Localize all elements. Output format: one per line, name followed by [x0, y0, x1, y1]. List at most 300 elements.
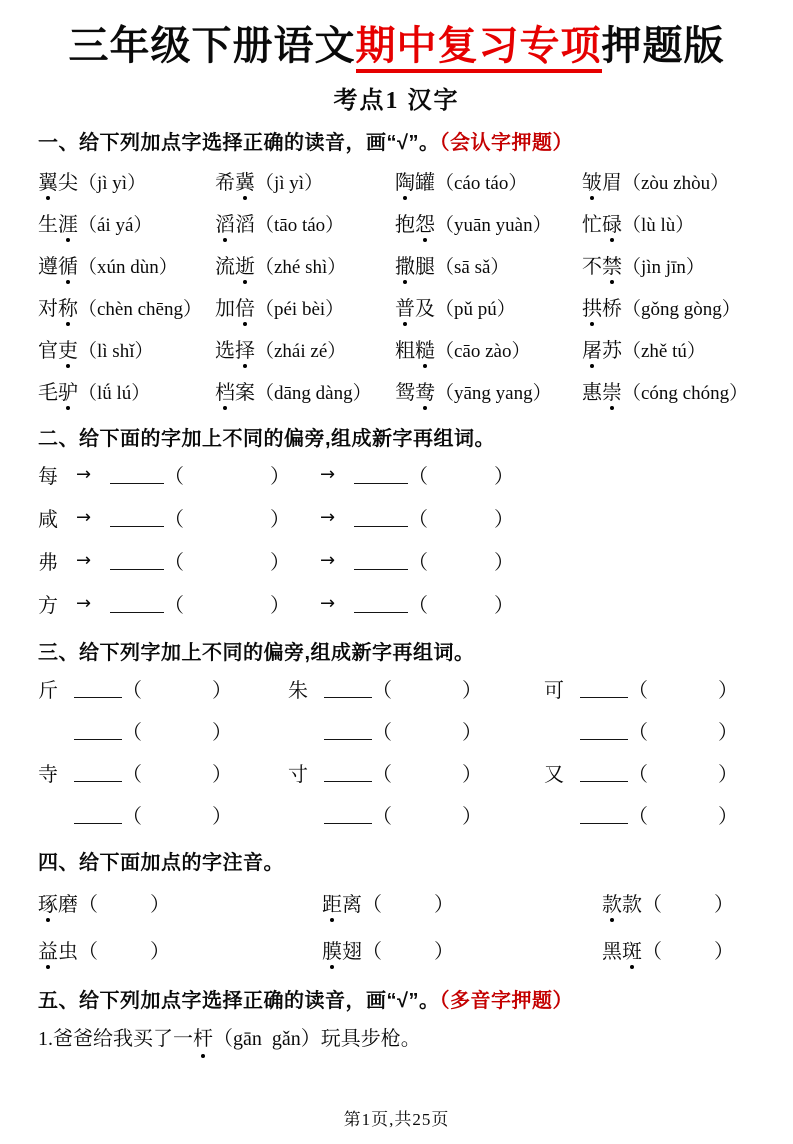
section3-heading [38, 641, 755, 665]
pinyin-options: （dāng dàng） [255, 382, 372, 404]
word-item [38, 208, 215, 237]
word-item [582, 292, 755, 321]
pinyin-options: （xún dùn） [78, 256, 178, 278]
paren-close: ） [270, 466, 290, 488]
paren-open: （ [628, 805, 648, 828]
paren-open: （ [408, 466, 428, 488]
dotted-word [38, 298, 78, 320]
hanzi-char: 尖 [58, 171, 78, 194]
paren-open: （ [164, 552, 184, 574]
dotted-word [38, 172, 78, 194]
hanzi-char: 撒 [395, 250, 415, 279]
paren-close: ） [462, 805, 482, 828]
hanzi-char: 希 [215, 171, 235, 194]
answer-space [184, 474, 270, 475]
answer-blank [580, 763, 628, 782]
hanzi-char: 涯 [58, 208, 78, 237]
hanzi-char: 滔 [215, 208, 235, 237]
dotted-word [322, 935, 362, 964]
answer-blank [324, 805, 372, 824]
answer-space [428, 603, 494, 604]
hanzi-char: 苏 [602, 339, 622, 362]
section2-heading-text: 二、给下面的字加上不同的偏旁,组成新字再组词。 [38, 428, 496, 450]
paren-open: （ [628, 763, 648, 786]
dotted-word [38, 340, 78, 362]
section4-heading-text: 四、给下面加点的字注音。 [38, 852, 284, 874]
paren-open: （ [164, 509, 184, 531]
hanzi-char: 膜 [322, 935, 342, 964]
arrow-icon: → [320, 550, 336, 571]
answer-space [382, 949, 434, 950]
hanzi-char: 官 [38, 339, 58, 362]
word-item [582, 208, 755, 237]
paren-close: ） [150, 941, 170, 963]
word-item [395, 334, 582, 363]
word-item [38, 334, 215, 363]
radical-row [38, 496, 755, 539]
hanzi-char: 及 [415, 297, 435, 320]
base-char: 斤 [38, 679, 58, 702]
pinyin-options: （cáo táo） [435, 172, 528, 194]
answer-space [648, 772, 718, 773]
answer-space [392, 814, 462, 815]
dotted-word [582, 340, 622, 362]
page-title [38, 22, 755, 70]
dotted-word [395, 172, 435, 194]
annotate-cell [38, 888, 322, 917]
answer-space [142, 730, 212, 731]
paren-close: ） [494, 595, 514, 617]
hanzi-char: 对 [38, 297, 58, 320]
hanzi-char: 黑 [602, 941, 622, 963]
answer-space [662, 949, 714, 950]
answer-space [142, 772, 212, 773]
hanzi-char: 称 [58, 292, 78, 321]
hanzi-char: 普 [395, 292, 415, 321]
dotted-word [395, 256, 435, 278]
pinyin-options: （yuān yuàn） [435, 214, 552, 236]
answer-blank [74, 679, 122, 698]
word-item [215, 334, 395, 363]
answer-blank [110, 551, 164, 570]
radical-cell [544, 674, 755, 703]
dotted-word [582, 214, 622, 236]
dotted-word [38, 256, 78, 278]
dotted-word [602, 935, 642, 964]
section5-heading-note: （多音字押题） [439, 990, 573, 1012]
section1-heading-note: （会认字押题） [439, 132, 573, 154]
answer-blank [354, 508, 408, 527]
hanzi-char: 抱 [395, 213, 415, 236]
hanzi-char: 虫 [58, 941, 78, 963]
dotted-word [582, 172, 622, 194]
word-item [395, 376, 582, 405]
dotted-word [602, 888, 642, 917]
answer-blank [324, 763, 372, 782]
radical-row [38, 539, 755, 582]
paren-open: （ [122, 721, 142, 744]
hanzi-char: 罐 [415, 171, 435, 194]
dotted-word [38, 935, 78, 964]
annotate-grid-row [38, 926, 755, 973]
word-item [582, 250, 755, 279]
hanzi-char: 鸳 [395, 381, 415, 404]
dotted-word [215, 382, 255, 404]
radical-row [38, 582, 755, 625]
pinyin-options: （pǔ pú） [435, 298, 516, 320]
hanzi-char: 循 [58, 250, 78, 279]
base-char: 朱 [288, 679, 308, 702]
answer-space [142, 814, 212, 815]
radical-cell [288, 716, 544, 745]
pinyin-options: （yāng yang） [435, 382, 552, 404]
hanzi-char: 款 [622, 894, 642, 916]
exam-point-subtitle: 考点1 汉字 [333, 88, 460, 114]
paren-open: （ [372, 805, 392, 828]
hanzi-char: 鸯 [415, 376, 435, 405]
dotted-char: 杆 [193, 1025, 213, 1053]
pinyin-options: （gǒng gòng） [622, 298, 741, 320]
hanzi-char: 不 [582, 255, 602, 278]
paren-open: （ [642, 894, 662, 916]
answer-space [428, 474, 494, 475]
answer-space [428, 517, 494, 518]
section1-heading [38, 131, 755, 155]
hanzi-char: 翼 [38, 166, 58, 195]
answer-blank [110, 465, 164, 484]
radical-addition-grid [38, 667, 755, 835]
paren-open: （ [362, 894, 382, 916]
pinyin-options: （lù lù） [622, 214, 695, 236]
answer-space [184, 560, 270, 561]
word-item [215, 376, 395, 405]
answer-space [392, 730, 462, 731]
arrow-icon: → [76, 507, 92, 528]
paren-close: ） [494, 552, 514, 574]
annotate-cell [602, 935, 755, 964]
paren-open: （ [408, 595, 428, 617]
dotted-word [215, 172, 255, 194]
answer-blank [354, 594, 408, 613]
hanzi-char: 款 [602, 888, 622, 917]
paren-open: （ [78, 894, 98, 916]
hanzi-char: 案 [235, 381, 255, 404]
pinyin-options: （sā sǎ） [435, 256, 510, 278]
paren-close: ） [270, 595, 290, 617]
radical-cell [38, 716, 288, 745]
pinyin-options: （tāo táo） [255, 214, 345, 236]
title-post: 押题版 [601, 24, 725, 68]
paren-close: ） [150, 894, 170, 916]
dotted-word [38, 888, 78, 917]
question-1-pre: 1.爸爸给我买了一 [38, 1028, 193, 1050]
paren-open: （ [122, 763, 142, 786]
dotted-word [215, 256, 255, 278]
word-item [215, 166, 395, 195]
word-item [38, 250, 215, 279]
title-highlight: 期中复习专项 [356, 24, 602, 73]
pinyin-options: （zòu zhòu） [622, 172, 730, 194]
paren-close: ） [462, 679, 482, 702]
radical-cell [38, 800, 288, 829]
answer-space [184, 603, 270, 604]
dotted-word [395, 298, 435, 320]
dotted-word [215, 214, 255, 236]
arrow-icon: → [320, 593, 336, 614]
paren-close: ） [718, 679, 738, 702]
paren-open: （ [408, 552, 428, 574]
answer-blank [324, 679, 372, 698]
paren-close: ） [434, 941, 454, 963]
paren-open: （ [408, 509, 428, 531]
pinyin-options: （lì shǐ） [78, 340, 154, 362]
paren-close: ） [212, 805, 232, 828]
hanzi-char: 拱 [582, 292, 602, 321]
answer-blank [74, 721, 122, 740]
radical-cell [38, 674, 288, 703]
arrow-icon: → [76, 464, 92, 485]
hanzi-char: 滔 [235, 213, 255, 236]
paren-close: ） [718, 805, 738, 828]
paren-close: ） [212, 679, 232, 702]
pinyin-options: （jìn jīn） [622, 256, 705, 278]
paren-open: （ [628, 679, 648, 702]
hanzi-char: 档 [215, 376, 235, 405]
answer-blank [580, 721, 628, 740]
radical-cell [288, 674, 544, 703]
answer-blank [74, 805, 122, 824]
annotate-cell [602, 888, 755, 917]
base-char: 寸 [288, 763, 308, 786]
pinyin-options: （zhě tú） [622, 340, 706, 362]
hanzi-char: 陶 [395, 166, 415, 195]
paren-open: （ [122, 679, 142, 702]
pinyin-options: （zhái zé） [255, 340, 347, 362]
answer-blank [324, 721, 372, 740]
hanzi-char: 崇 [602, 376, 622, 405]
hanzi-char: 粗 [395, 339, 415, 362]
radical-addition-rows [38, 453, 755, 625]
paren-close: ） [212, 721, 232, 744]
paren-close: ） [212, 763, 232, 786]
word-item [395, 208, 582, 237]
hanzi-char: 碌 [602, 208, 622, 237]
dotted-word [582, 298, 622, 320]
hanzi-char: 毛 [38, 381, 58, 404]
paren-open: （ [642, 941, 662, 963]
radical-row [38, 453, 755, 496]
dotted-word [38, 382, 78, 404]
paren-open: （ [164, 595, 184, 617]
section3-heading-text: 三、给下列字加上不同的偏旁,组成新字再组词。 [38, 642, 475, 664]
pinyin-options: （ái yá） [78, 214, 153, 236]
pinyin-options: （cóng chóng） [622, 382, 749, 404]
dotted-word [582, 382, 622, 404]
radical-grid-row [38, 667, 755, 709]
pinyin-choice-grid [38, 159, 755, 411]
paren-close: ） [718, 763, 738, 786]
word-item [582, 376, 755, 405]
pinyin-options: （cāo zào） [435, 340, 531, 362]
paren-open: （ [372, 679, 392, 702]
paren-close: ） [270, 552, 290, 574]
hanzi-char: 驴 [58, 376, 78, 405]
hanzi-char: 逝 [235, 250, 255, 279]
paren-close: ） [714, 941, 734, 963]
answer-space [648, 730, 718, 731]
paren-close: ） [434, 894, 454, 916]
word-item [395, 292, 582, 321]
word-item [395, 250, 582, 279]
paren-close: ） [714, 894, 734, 916]
word-item [38, 166, 215, 195]
dotted-word [215, 298, 255, 320]
paren-open: （ [122, 805, 142, 828]
hanzi-char: 吏 [58, 334, 78, 363]
dotted-word [582, 256, 622, 278]
annotate-cell [322, 888, 602, 917]
paren-open: （ [372, 763, 392, 786]
paren-close: ） [270, 509, 290, 531]
annotate-cell [38, 935, 322, 964]
hanzi-char: 禁 [602, 250, 622, 279]
answer-space [98, 902, 150, 903]
word-item [582, 166, 755, 195]
radical-grid-row [38, 709, 755, 751]
hanzi-char: 离 [342, 894, 362, 916]
dotted-word [38, 214, 78, 236]
word-item [38, 292, 215, 321]
paren-open: （ [362, 941, 382, 963]
dotted-word [395, 340, 435, 362]
answer-space [382, 902, 434, 903]
section2-heading [38, 427, 755, 451]
hanzi-char: 腿 [415, 255, 435, 278]
hanzi-char: 遵 [38, 255, 58, 278]
answer-blank [354, 551, 408, 570]
paren-close: ） [462, 721, 482, 744]
hanzi-char: 翅 [342, 941, 362, 963]
answer-blank [580, 805, 628, 824]
hanzi-char: 生 [38, 213, 58, 236]
radical-cell [544, 758, 755, 787]
hanzi-char: 倍 [235, 292, 255, 321]
answer-space [142, 688, 212, 689]
arrow-icon: → [320, 464, 336, 485]
dotted-word [395, 214, 435, 236]
hanzi-char: 距 [322, 888, 342, 917]
paren-close: ） [718, 721, 738, 744]
arrow-icon: → [76, 550, 92, 571]
base-char: 弗 [38, 552, 58, 574]
hanzi-char: 冀 [235, 166, 255, 195]
dotted-word [395, 382, 435, 404]
hanzi-char: 屠 [582, 334, 602, 363]
pinyin-options: （jì yì） [78, 172, 147, 194]
base-char: 可 [544, 679, 564, 702]
base-char: 咸 [38, 509, 58, 531]
pinyin-options: （jì yì） [255, 172, 324, 194]
question-1-post: （gān gǎn）玩具步枪。 [213, 1028, 421, 1050]
word-item [215, 250, 395, 279]
section5-heading-text: 五、给下列加点字选择正确的读音，画“√”。 [38, 990, 440, 1012]
hanzi-char: 磨 [58, 894, 78, 916]
answer-blank [110, 508, 164, 527]
hanzi-char: 流 [215, 255, 235, 278]
worksheet-page [0, 22, 793, 1129]
annotate-pinyin-rows [38, 879, 755, 973]
answer-space [648, 814, 718, 815]
radical-cell [38, 758, 288, 787]
radical-cell [288, 758, 544, 787]
dotted-word [322, 888, 362, 917]
annotate-cell [322, 935, 602, 964]
answer-blank [74, 763, 122, 782]
question-1 [38, 1025, 755, 1053]
word-item [38, 376, 215, 405]
hanzi-char: 桥 [602, 297, 622, 320]
arrow-icon: → [76, 593, 92, 614]
pinyin-options: （péi bèi） [255, 298, 345, 320]
hanzi-char: 皱 [582, 166, 602, 195]
dotted-word [215, 340, 255, 362]
answer-space [428, 560, 494, 561]
word-item [582, 334, 755, 363]
hanzi-char: 加 [215, 297, 235, 320]
radical-cell [288, 800, 544, 829]
answer-space [184, 517, 270, 518]
annotate-grid-row [38, 879, 755, 926]
hanzi-char: 琢 [38, 888, 58, 917]
paren-open: （ [78, 941, 98, 963]
title-pre: 三年级下册语文 [68, 24, 356, 68]
hanzi-char: 益 [38, 935, 58, 964]
paren-open: （ [164, 466, 184, 488]
arrow-icon: → [320, 507, 336, 528]
hanzi-char: 择 [235, 334, 255, 363]
base-char: 寺 [38, 763, 58, 786]
word-item [215, 208, 395, 237]
answer-space [648, 688, 718, 689]
hanzi-char: 惠 [582, 381, 602, 404]
pinyin-options: （lǘ lú） [78, 382, 151, 404]
page-number: 第1页,共25页 [343, 1110, 450, 1129]
pinyin-options: （chèn chēng） [78, 298, 202, 320]
hanzi-char: 怨 [415, 208, 435, 237]
hanzi-char: 选 [215, 339, 235, 362]
hanzi-char: 斑 [622, 935, 642, 964]
word-item [395, 166, 582, 195]
radical-cell [544, 800, 755, 829]
base-char: 又 [544, 763, 564, 786]
answer-blank [110, 594, 164, 613]
word-item [215, 292, 395, 321]
hanzi-char: 忙 [582, 213, 602, 236]
radical-grid-row [38, 793, 755, 835]
hanzi-char: 糙 [415, 334, 435, 363]
hanzi-char: 眉 [602, 171, 622, 194]
section4-heading [38, 851, 755, 875]
answer-space [662, 902, 714, 903]
paren-open: （ [628, 721, 648, 744]
answer-space [392, 688, 462, 689]
radical-grid-row [38, 751, 755, 793]
answer-space [98, 949, 150, 950]
answer-blank [354, 465, 408, 484]
answer-space [392, 772, 462, 773]
base-char: 方 [38, 595, 58, 617]
base-char: 每 [38, 466, 58, 488]
